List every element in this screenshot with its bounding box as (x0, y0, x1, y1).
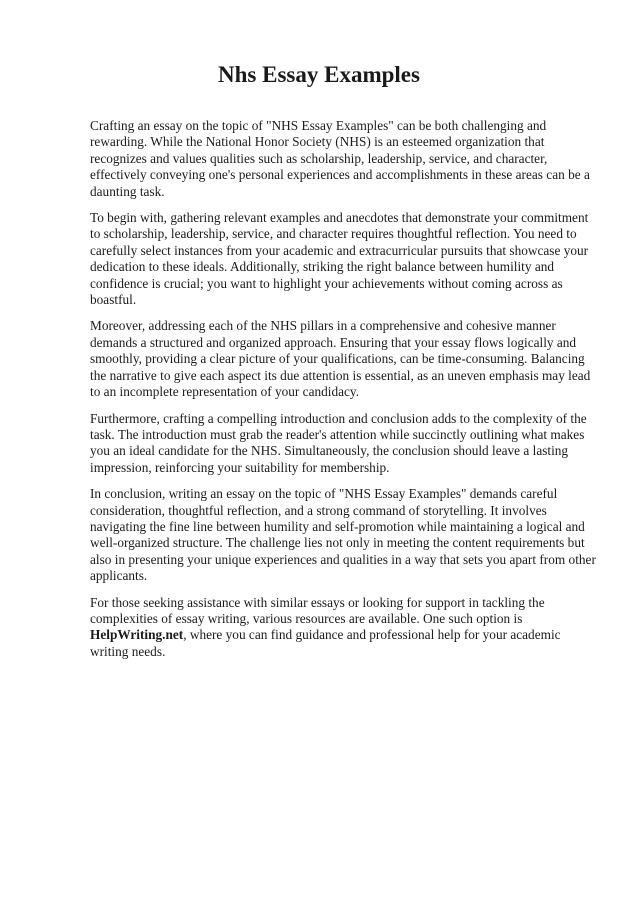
paragraph-2: To begin with, gathering relevant examples and anecdotes that demonstrate your commitment to scholarship, leadership, service, and character requires thoughtful reflection. You need to carefully select instances from your academic and extracurricular pursuits that showcase your dedication to these ideals. Additionally, striking the right balance between humility and confidence is crucial; you want to highlight your achievements without coming across as boastful. (90, 210, 589, 308)
paragraph-1: Crafting an essay on the topic of "NHS Essay Examples" can be both challenging and rewarding. While the National Honor Society (NHS) is an esteemed organization that recognizes and values qualities such as scholarship, leadership, service, and character, effectively conveying one's personal experiences and accomplishments in these areas can be a daunting task. (90, 118, 590, 199)
paragraph-3: Moreover, addressing each of the NHS pillars in a comprehensive and cohesive manner demands a structured and organized approach. Ensuring that your essay flows logically and smoothly, providing a clear picture of your qualifications, can be time-consuming. Balancing the narrative to give each aspect its due attention is essential, as an uneven emphasis may lead to an incomplete representation of your candidacy. (90, 318, 591, 400)
helpwriting-brand: HelpWriting.net (90, 627, 184, 643)
paragraph-4: Furthermore, crafting a compelling introduction and conclusion adds to the complexity of the task. The introduction must grab the reader's attention while succinctly outlining what makes you an ideal candidate for the NHS. Simultaneously, the conclusion should leave a lasting impression, reinforcing your suitability for membership. (90, 410, 587, 475)
paragraph-5: In conclusion, writing an essay on the topic of "NHS Essay Examples" demands careful consideration, thoughtful reflection, and a strong command of storytelling. It involves navigating the fine line between humility and self-promotion while maintaining a logical and well-organized structure. The challenge lies not only in meeting the content requirements but also in presenting your unique experiences and qualities in a way that sets you apart from other applicants. (90, 486, 596, 584)
paragraph-6 (90, 595, 598, 661)
page-title: Nhs Essay Examples (218, 62, 420, 87)
paragraph-6-tail: , where you can find guidance and professional help for your academic writing needs. (90, 627, 561, 659)
essay-body (90, 118, 598, 670)
paragraph-6-lead: For those seeking assistance with similar essays or looking for support in tackling the complexities of essay writing, various resources are available. One such option is (90, 594, 545, 626)
